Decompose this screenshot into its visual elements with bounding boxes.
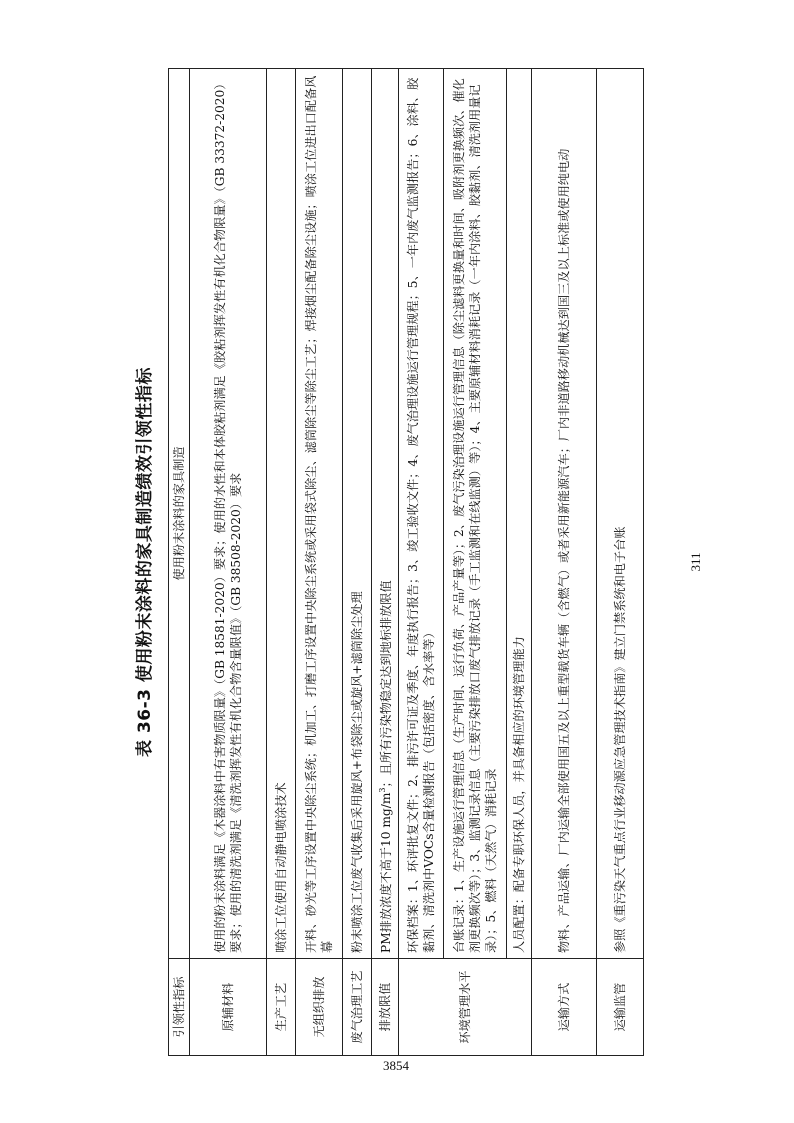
row-text: 台账记录：1、生产设施运行管理信息（生产时间、运行负荷、产品产量等）；2、废气污染治理设施运行管理信息（除尘滤料更换量和时间、吸附剂更换频次、催化剂更换频次等）；3、监测记录信息（主要污染排放口废气排放记录（手工监测和在线监测）等）；4、主要原辅材料消耗记录（一年内涂料、胶黏剂、清洗剂用量记录）；5、燃料（天然气）消耗记录 bbox=[444, 69, 507, 959]
row-text: 使用的粉末涂料满足《木器涂料中有害物质限量》（GB 18581-2020）要求；使用的水性和本体胶粘剂满足《胶粘剂挥发性有机化合物限量》（GB 33372-2020）要求；使用的清洗剂满足《清洗剂挥发性有机化合物含量限值》（GB 38508-2020）要求 bbox=[190, 69, 267, 959]
rotated-page bbox=[128, 68, 627, 1056]
header-indicator: 引领性指标 bbox=[169, 959, 190, 1056]
row-label: 原辅材料 bbox=[190, 959, 267, 1056]
page-number-bottom: 3854 bbox=[383, 1058, 409, 1073]
row-label: 无组织排放 bbox=[296, 959, 343, 1056]
row-label: 运输监管 bbox=[597, 959, 644, 1056]
table-row bbox=[532, 69, 597, 1056]
row-text: 粉末喷涂工位废气收集后采用旋风+布袋除尘或旋风+滤筒除尘处理 bbox=[343, 69, 372, 959]
table-row bbox=[267, 69, 296, 1056]
row-text: 开料、砂光等工序设置中央除尘系统；机加工、打磨工序设置中央除尘系统或采用袋式除尘、滤筒除尘等除尘工艺；焊接烟尘配备除尘设施；喷涂工位进出口配备风幕 bbox=[296, 69, 343, 959]
table-row bbox=[507, 69, 532, 1056]
row-text: 喷涂工位使用自动静电喷涂技术 bbox=[267, 69, 296, 959]
table-title: 表 36-3 使用粉末涂料的家具制造绩效引领性指标 bbox=[135, 367, 155, 757]
table-row bbox=[296, 69, 343, 1056]
page-number-side: 311 bbox=[688, 552, 703, 572]
row-label: 排放限值 bbox=[372, 959, 399, 1056]
table-row bbox=[399, 69, 444, 1056]
table-row bbox=[372, 69, 399, 1056]
row-text: PM排放浓度不高于10 $mg/m^3$；且所有污染物稳定达到地标排放限值 bbox=[372, 69, 399, 959]
row-text: 人员配置：配备专职环保人员，并具备相应的环境管理能力 bbox=[507, 69, 532, 959]
row-label: 环境管理水平 bbox=[399, 959, 532, 1056]
table-header-row bbox=[169, 69, 190, 1056]
table-row bbox=[190, 69, 267, 1056]
row-label: 生产工艺 bbox=[267, 959, 296, 1056]
row-label: 运输方式 bbox=[532, 959, 597, 1056]
row-label: 废气治理工艺 bbox=[343, 959, 372, 1056]
table-row bbox=[444, 69, 507, 1056]
row-text: 参照《重污染天气重点行业移动源应急管理技术指南》建立门禁系统和电子台账 bbox=[597, 69, 644, 959]
indicator-table bbox=[168, 68, 644, 1056]
table-row bbox=[597, 69, 644, 1056]
table-row bbox=[343, 69, 372, 1056]
row-text: 环保档案：1、环评批复文件；2、排污许可证及季度、年度执行报告；3、竣工验收文件；4、废气治理设施运行管理规程；5、一年内废气监测报告；6、涂料、胶黏剂、清洗剂中VOCs含量检测报告（包括密度、含水率等） bbox=[399, 69, 444, 959]
header-category: 使用粉末涂料的家具制造 bbox=[169, 69, 190, 959]
row-text: 物料、产品运输、厂内运输全部使用国五及以上重型载货车辆（含燃气）或者采用新能源汽车；厂内非道路移动机械达到国三及以上标准或使用纯电动 bbox=[532, 69, 597, 959]
